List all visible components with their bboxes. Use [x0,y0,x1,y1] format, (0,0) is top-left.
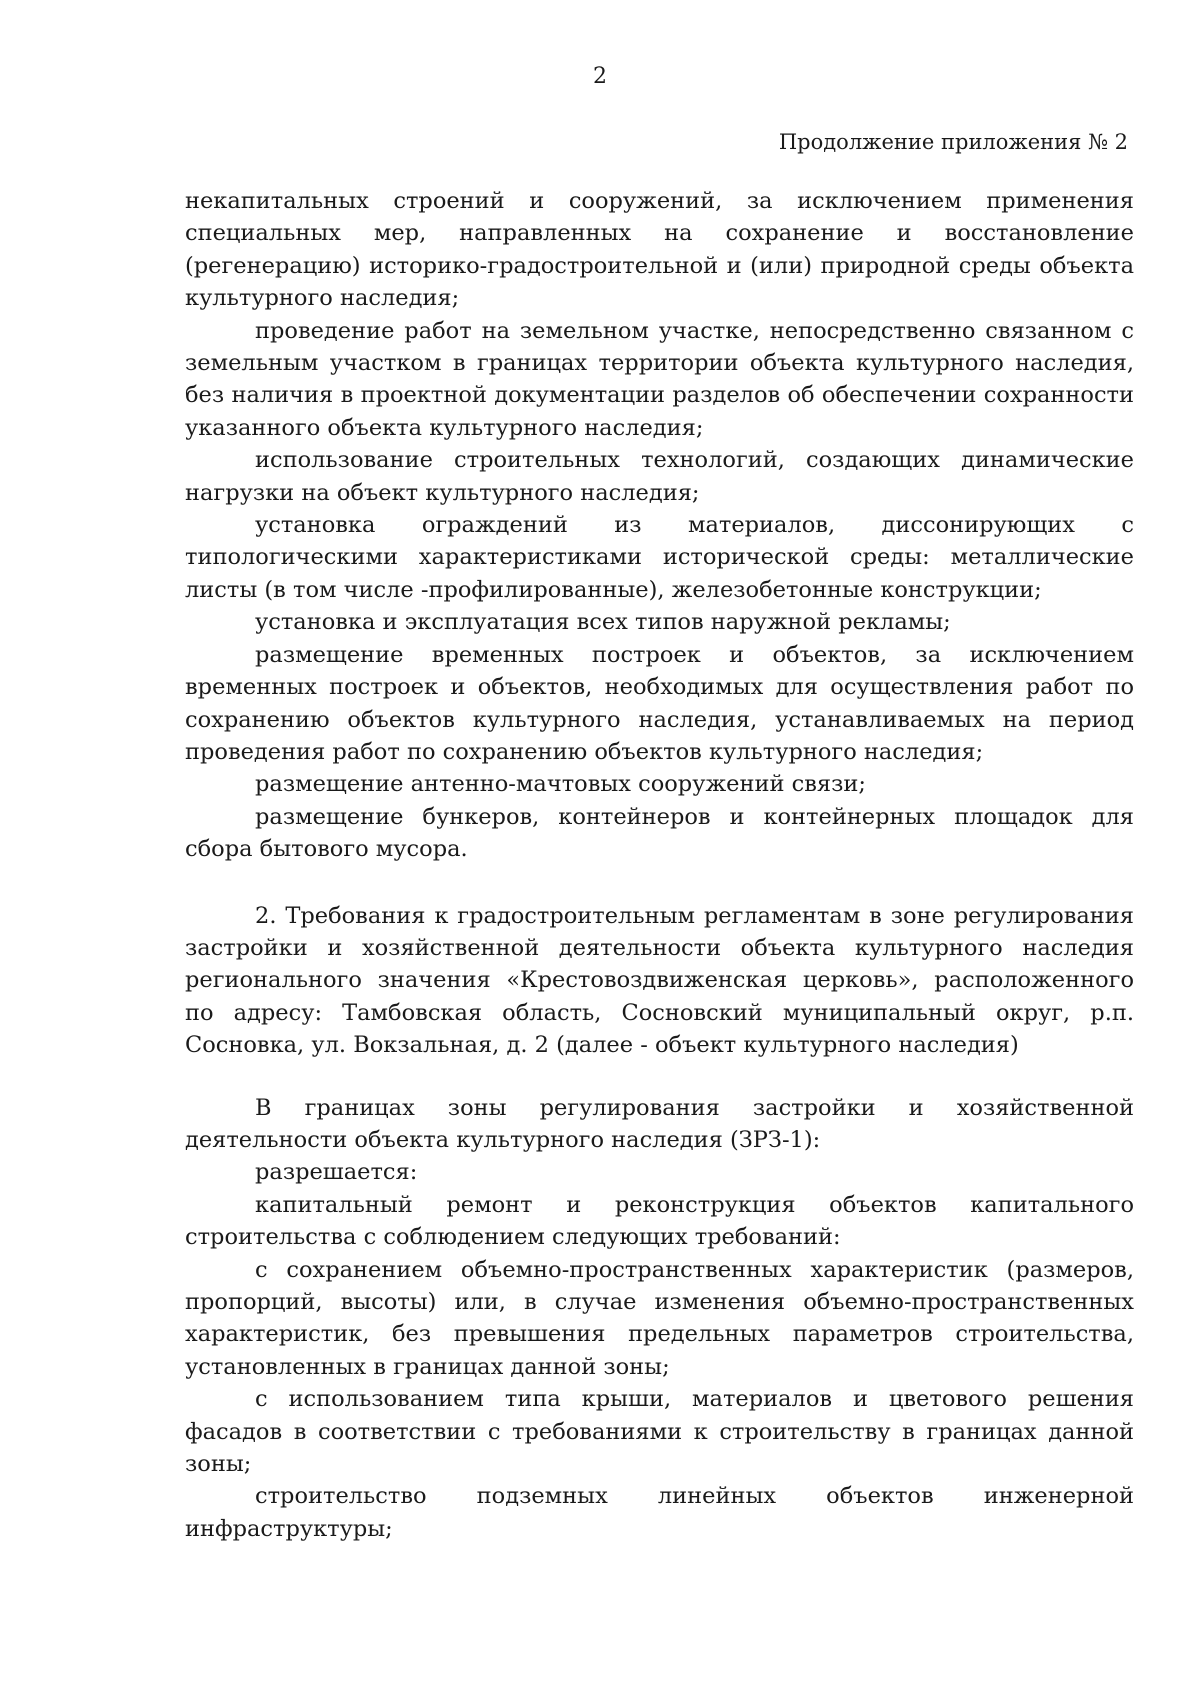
paragraph: с сохранением объемно-пространственных характеристик (размеров, пропорций, высоты) или, в случае изменения объемно-пространственных характеристик, без превышения предельных параметров строительства, установленных в границах данной зоны; [185,1256,1134,1380]
paragraph: В границах зоны регулирования застройки и хозяйственной деятельности объекта культурного наследия (ЗРЗ-1): [185,1094,1134,1153]
paragraph: разрешается: [255,1159,418,1186]
paragraph: с использованием типа крыши, материалов и цветового решения фасадов в соответствии с требованиями к строительству в границах данной зоны; [185,1386,1134,1478]
paragraph: размещение бункеров, контейнеров и контейнерных площадок для сбора бытового мусора. [185,803,1134,863]
paragraph: установка и эксплуатация всех типов наружной рекламы; [255,609,951,636]
appendix-note: Продолжение приложения № 2 [778,130,1128,154]
paragraph: размещение антенно-мачтовых сооружений связи; [255,771,866,798]
paragraph: капитальный ремонт и реконструкция объектов капитального строительства с соблюдением следующих требований: [185,1191,1134,1251]
paragraph: строительство подземных линейных объектов инженерной инфраструктуры; [185,1483,1134,1542]
page-number: 2 [593,64,607,89]
paragraph: некапитальных строений и сооружений, за исключением применения специальных мер, направленных на сохранение и восстановление (регенерацию) историко-градостроительной и (или) природной среды объекта культурного наследия; [185,188,1134,312]
paragraph: использование строительных технологий, создающих динамические нагрузки на объект культурного наследия; [185,447,1134,506]
section-heading-paragraph: 2. Требования к градостроительным регламентам в зоне регулирования застройки и хозяйственной деятельности объекта культурного наследия регионального значения «Крестовоздвиженская церковь», расположенного по адресу: Тамбовская область, Сосновский муниципальный округ, р.п. Сосновка, ул. Вокзальная, д. 2 (далее - объект культурного наследия) [185,902,1134,1059]
paragraph: размещение временных построек и объектов, за исключением временных построек и объектов, необходимых для осуществления работ по сохранению объектов культурного наследия, устанавливаемых на период проведения работ по сохранению объектов культурного наследия; [185,641,1134,765]
paragraph: проведение работ на земельном участке, непосредственно связанном с земельным участком в границах территории объекта культурного наследия, без наличия в проектной документации разделов об обеспечении сохранности указанного объекта культурного наследия; [185,317,1134,441]
paragraph: установка ограждений из материалов, диссонирующих с типологическими характеристиками исторической среды: металлические листы (в том числе -профилированные), железобетонные конструкции; [185,512,1134,603]
document-body [185,185,1134,1545]
